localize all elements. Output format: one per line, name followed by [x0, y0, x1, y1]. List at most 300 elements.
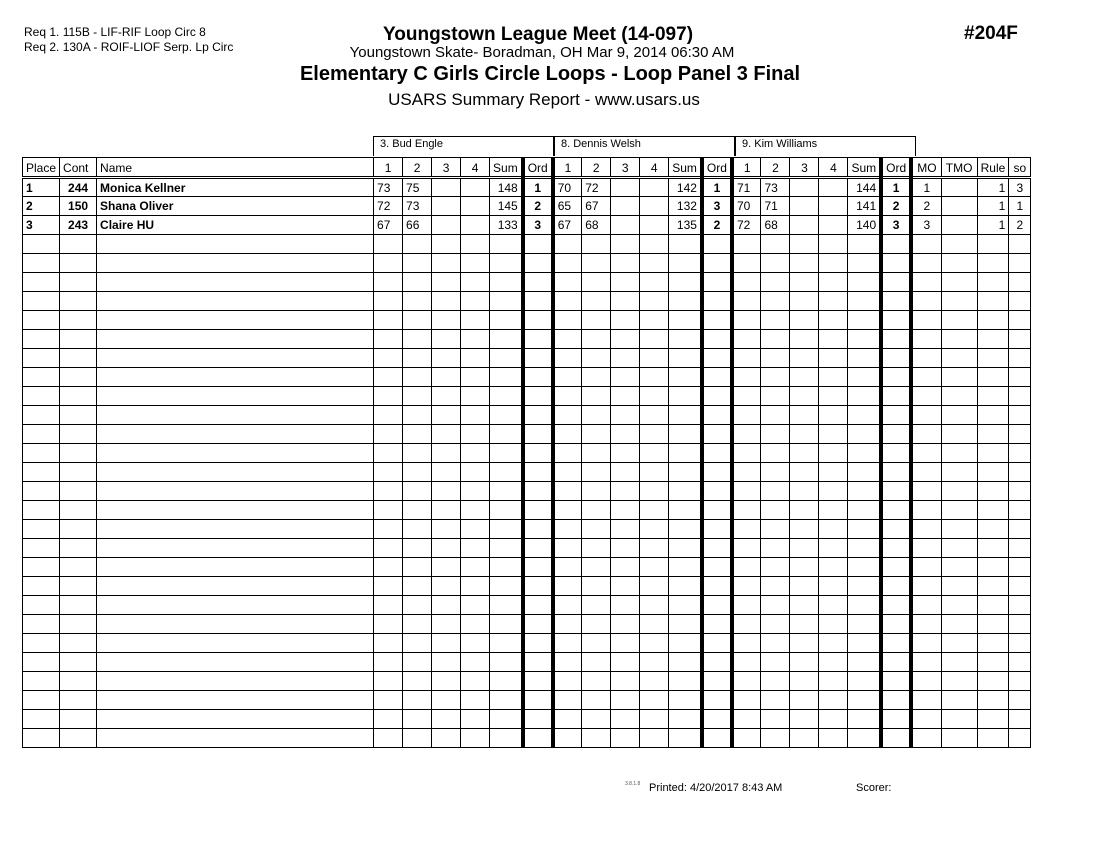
empty-cell: [461, 349, 490, 368]
tmo-cell: [941, 178, 977, 197]
empty-cell: [732, 672, 761, 691]
empty-cell: [582, 349, 611, 368]
empty-cell: [881, 292, 911, 311]
empty-cell: [23, 520, 60, 539]
empty-cell: [432, 729, 461, 748]
empty-cell: [490, 653, 523, 672]
empty-cell: [732, 520, 761, 539]
so-cell: 3: [1009, 178, 1031, 197]
empty-cell: [819, 482, 848, 501]
empty-cell: [941, 691, 977, 710]
empty-row: [23, 463, 1031, 482]
empty-cell: [790, 482, 819, 501]
col-j2-s4: 4: [640, 158, 669, 178]
empty-cell: [977, 425, 1009, 444]
empty-cell: [761, 254, 790, 273]
tmo-cell: [941, 216, 977, 235]
empty-cell: [640, 482, 669, 501]
cont-cell: 244: [60, 178, 97, 197]
empty-cell: [669, 292, 702, 311]
empty-cell: [60, 672, 97, 691]
empty-cell: [553, 292, 582, 311]
empty-cell: [732, 273, 761, 292]
score-cell: [611, 216, 640, 235]
empty-cell: [403, 254, 432, 273]
empty-cell: [611, 482, 640, 501]
empty-cell: [640, 729, 669, 748]
empty-cell: [553, 349, 582, 368]
empty-cell: [582, 634, 611, 653]
empty-cell: [523, 615, 553, 634]
empty-cell: [732, 577, 761, 596]
empty-cell: [977, 444, 1009, 463]
empty-cell: [374, 672, 403, 691]
col-j1-ord: Ord: [523, 158, 553, 178]
empty-cell: [611, 254, 640, 273]
score-cell: [790, 216, 819, 235]
empty-cell: [60, 311, 97, 330]
empty-cell: [432, 691, 461, 710]
empty-cell: [97, 254, 374, 273]
empty-cell: [941, 539, 977, 558]
empty-cell: [60, 330, 97, 349]
empty-cell: [553, 634, 582, 653]
empty-cell: [23, 254, 60, 273]
empty-cell: [523, 558, 553, 577]
empty-cell: [702, 520, 732, 539]
empty-cell: [669, 539, 702, 558]
empty-cell: [977, 691, 1009, 710]
empty-cell: [1009, 311, 1031, 330]
empty-cell: [790, 463, 819, 482]
empty-cell: [848, 463, 881, 482]
empty-cell: [432, 235, 461, 254]
empty-cell: [819, 672, 848, 691]
empty-cell: [611, 653, 640, 672]
empty-cell: [911, 330, 941, 349]
empty-cell: [490, 501, 523, 520]
score-cell: [432, 178, 461, 197]
empty-cell: [523, 330, 553, 349]
empty-cell: [374, 235, 403, 254]
empty-cell: [60, 596, 97, 615]
empty-cell: [553, 615, 582, 634]
empty-cell: [403, 425, 432, 444]
empty-cell: [60, 482, 97, 501]
empty-cell: [23, 539, 60, 558]
col-j1-s4: 4: [461, 158, 490, 178]
empty-cell: [23, 292, 60, 311]
empty-cell: [553, 425, 582, 444]
empty-cell: [941, 577, 977, 596]
empty-cell: [761, 273, 790, 292]
empty-cell: [761, 463, 790, 482]
empty-cell: [461, 634, 490, 653]
empty-cell: [374, 539, 403, 558]
empty-cell: [490, 311, 523, 330]
empty-row: [23, 444, 1031, 463]
empty-cell: [669, 482, 702, 501]
empty-cell: [702, 501, 732, 520]
empty-row: [23, 691, 1031, 710]
empty-cell: [1009, 577, 1031, 596]
empty-cell: [941, 463, 977, 482]
empty-cell: [97, 729, 374, 748]
empty-row: [23, 501, 1031, 520]
empty-cell: [23, 653, 60, 672]
empty-cell: [611, 406, 640, 425]
empty-cell: [1009, 273, 1031, 292]
empty-cell: [374, 406, 403, 425]
empty-cell: [553, 330, 582, 349]
empty-cell: [977, 520, 1009, 539]
empty-cell: [848, 444, 881, 463]
empty-cell: [1009, 691, 1031, 710]
judge-header-1: 3. Bud Engle: [373, 136, 554, 156]
empty-cell: [732, 501, 761, 520]
empty-cell: [374, 729, 403, 748]
empty-cell: [403, 558, 432, 577]
empty-cell: [60, 254, 97, 273]
empty-cell: [490, 672, 523, 691]
empty-cell: [702, 254, 732, 273]
empty-cell: [461, 406, 490, 425]
empty-cell: [23, 729, 60, 748]
empty-cell: [553, 387, 582, 406]
empty-cell: [702, 539, 732, 558]
empty-cell: [881, 596, 911, 615]
empty-cell: [403, 482, 432, 501]
score-cell: [461, 178, 490, 197]
empty-cell: [490, 463, 523, 482]
empty-cell: [1009, 501, 1031, 520]
empty-cell: [819, 596, 848, 615]
empty-cell: [669, 729, 702, 748]
empty-cell: [432, 672, 461, 691]
col-j2-s2: 2: [582, 158, 611, 178]
empty-cell: [97, 672, 374, 691]
empty-cell: [60, 710, 97, 729]
so-cell: 1: [1009, 197, 1031, 216]
empty-cell: [761, 444, 790, 463]
empty-cell: [97, 596, 374, 615]
score-cell: 73: [403, 197, 432, 216]
empty-cell: [790, 710, 819, 729]
empty-cell: [702, 558, 732, 577]
results-table: [22, 157, 1031, 748]
empty-cell: [640, 520, 669, 539]
empty-cell: [553, 710, 582, 729]
empty-cell: [941, 330, 977, 349]
empty-cell: [523, 292, 553, 311]
place-cell: 2: [23, 197, 60, 216]
empty-cell: [23, 463, 60, 482]
sum-cell: 148: [490, 178, 523, 197]
empty-cell: [23, 615, 60, 634]
empty-row: [23, 520, 1031, 539]
empty-cell: [881, 672, 911, 691]
empty-cell: [1009, 254, 1031, 273]
empty-cell: [1009, 349, 1031, 368]
col-j1-s2: 2: [403, 158, 432, 178]
empty-cell: [611, 634, 640, 653]
empty-cell: [848, 482, 881, 501]
empty-cell: [490, 368, 523, 387]
empty-cell: [582, 672, 611, 691]
empty-cell: [461, 273, 490, 292]
empty-cell: [23, 425, 60, 444]
empty-cell: [403, 311, 432, 330]
empty-cell: [911, 349, 941, 368]
empty-cell: [461, 501, 490, 520]
name-cell: Monica Kellner: [97, 178, 374, 197]
empty-cell: [490, 387, 523, 406]
score-cell: [432, 197, 461, 216]
empty-cell: [819, 292, 848, 311]
score-cell: [819, 178, 848, 197]
empty-cell: [97, 653, 374, 672]
empty-cell: [403, 368, 432, 387]
empty-cell: [881, 235, 911, 254]
empty-cell: [702, 463, 732, 482]
empty-cell: [403, 539, 432, 558]
empty-cell: [819, 729, 848, 748]
empty-cell: [881, 653, 911, 672]
sum-cell: 133: [490, 216, 523, 235]
empty-cell: [97, 349, 374, 368]
empty-cell: [790, 349, 819, 368]
mo-cell: 1: [911, 178, 941, 197]
empty-cell: [881, 406, 911, 425]
empty-cell: [848, 634, 881, 653]
empty-cell: [761, 577, 790, 596]
col-so: so: [1009, 158, 1031, 178]
empty-cell: [490, 615, 523, 634]
report-title: USARS Summary Report - www.usars.us: [388, 90, 700, 109]
empty-cell: [553, 539, 582, 558]
empty-cell: [490, 691, 523, 710]
event-number: #204F: [964, 23, 1018, 44]
empty-cell: [977, 501, 1009, 520]
empty-cell: [941, 254, 977, 273]
empty-cell: [911, 463, 941, 482]
empty-cell: [761, 235, 790, 254]
empty-cell: [97, 710, 374, 729]
empty-cell: [374, 330, 403, 349]
empty-cell: [97, 330, 374, 349]
empty-row: [23, 482, 1031, 501]
empty-cell: [374, 311, 403, 330]
col-tmo: TMO: [941, 158, 977, 178]
empty-cell: [761, 425, 790, 444]
empty-cell: [640, 653, 669, 672]
empty-cell: [1009, 387, 1031, 406]
empty-cell: [819, 368, 848, 387]
empty-cell: [582, 558, 611, 577]
empty-cell: [640, 368, 669, 387]
empty-cell: [582, 273, 611, 292]
empty-cell: [461, 387, 490, 406]
empty-cell: [640, 425, 669, 444]
empty-cell: [374, 444, 403, 463]
empty-cell: [403, 501, 432, 520]
empty-cell: [702, 615, 732, 634]
empty-cell: [761, 387, 790, 406]
empty-row: [23, 558, 1031, 577]
empty-row: [23, 273, 1031, 292]
col-mo: MO: [911, 158, 941, 178]
header-row: [23, 158, 1031, 178]
empty-cell: [97, 520, 374, 539]
score-cell: [611, 197, 640, 216]
empty-cell: [640, 311, 669, 330]
empty-cell: [977, 482, 1009, 501]
empty-cell: [819, 330, 848, 349]
empty-cell: [60, 349, 97, 368]
empty-cell: [23, 387, 60, 406]
empty-cell: [941, 482, 977, 501]
empty-cell: [490, 729, 523, 748]
empty-cell: [761, 482, 790, 501]
empty-cell: [640, 634, 669, 653]
empty-cell: [403, 653, 432, 672]
empty-cell: [97, 292, 374, 311]
empty-cell: [977, 653, 1009, 672]
empty-cell: [374, 349, 403, 368]
empty-cell: [702, 235, 732, 254]
empty-cell: [911, 653, 941, 672]
empty-cell: [611, 672, 640, 691]
empty-cell: [374, 520, 403, 539]
name-cell: Shana Oliver: [97, 197, 374, 216]
empty-cell: [611, 330, 640, 349]
empty-cell: [790, 558, 819, 577]
empty-cell: [611, 520, 640, 539]
col-rule: Rule: [977, 158, 1009, 178]
empty-cell: [790, 691, 819, 710]
empty-cell: [97, 539, 374, 558]
ord-cell: 2: [523, 197, 553, 216]
empty-cell: [97, 387, 374, 406]
empty-cell: [432, 349, 461, 368]
empty-cell: [553, 596, 582, 615]
empty-cell: [374, 596, 403, 615]
empty-cell: [403, 406, 432, 425]
empty-cell: [640, 501, 669, 520]
empty-cell: [819, 444, 848, 463]
empty-cell: [374, 653, 403, 672]
empty-cell: [941, 368, 977, 387]
empty-cell: [611, 596, 640, 615]
empty-cell: [461, 653, 490, 672]
empty-cell: [819, 254, 848, 273]
empty-cell: [97, 501, 374, 520]
empty-cell: [23, 311, 60, 330]
empty-cell: [23, 482, 60, 501]
empty-cell: [911, 254, 941, 273]
requirement-2: Req 2. 130A - ROIF-LIOF Serp. Lp Circ: [24, 40, 234, 54]
empty-cell: [1009, 482, 1031, 501]
empty-cell: [848, 539, 881, 558]
empty-cell: [911, 577, 941, 596]
empty-cell: [461, 691, 490, 710]
empty-cell: [432, 425, 461, 444]
empty-cell: [60, 577, 97, 596]
empty-cell: [881, 311, 911, 330]
empty-cell: [97, 482, 374, 501]
empty-cell: [611, 729, 640, 748]
empty-cell: [582, 710, 611, 729]
empty-cell: [911, 368, 941, 387]
empty-cell: [374, 463, 403, 482]
empty-row: [23, 292, 1031, 311]
empty-cell: [60, 634, 97, 653]
empty-cell: [582, 463, 611, 482]
ord-cell: 3: [881, 216, 911, 235]
empty-cell: [523, 596, 553, 615]
empty-cell: [848, 729, 881, 748]
empty-cell: [848, 330, 881, 349]
empty-cell: [790, 539, 819, 558]
empty-cell: [790, 330, 819, 349]
empty-cell: [523, 729, 553, 748]
empty-cell: [640, 539, 669, 558]
empty-cell: [848, 349, 881, 368]
empty-cell: [881, 254, 911, 273]
empty-cell: [374, 691, 403, 710]
empty-cell: [611, 558, 640, 577]
empty-cell: [490, 425, 523, 444]
empty-cell: [732, 729, 761, 748]
empty-cell: [941, 729, 977, 748]
score-cell: 73: [761, 178, 790, 197]
ord-cell: 2: [702, 216, 732, 235]
empty-cell: [582, 254, 611, 273]
col-j2-sum: Sum: [669, 158, 702, 178]
cont-cell: 150: [60, 197, 97, 216]
empty-cell: [732, 235, 761, 254]
empty-cell: [432, 311, 461, 330]
col-j1-sum: Sum: [490, 158, 523, 178]
empty-cell: [761, 710, 790, 729]
score-cell: 75: [403, 178, 432, 197]
empty-cell: [911, 520, 941, 539]
empty-cell: [911, 425, 941, 444]
empty-cell: [977, 577, 1009, 596]
empty-cell: [761, 349, 790, 368]
empty-cell: [640, 330, 669, 349]
empty-cell: [761, 634, 790, 653]
empty-cell: [790, 368, 819, 387]
empty-cell: [523, 691, 553, 710]
empty-cell: [941, 273, 977, 292]
empty-cell: [432, 501, 461, 520]
empty-cell: [732, 710, 761, 729]
empty-cell: [23, 406, 60, 425]
empty-row: [23, 577, 1031, 596]
judge-header-2: 8. Dennis Welsh: [554, 136, 735, 156]
empty-cell: [523, 444, 553, 463]
empty-cell: [461, 520, 490, 539]
empty-cell: [97, 444, 374, 463]
score-cell: [790, 197, 819, 216]
score-cell: [790, 178, 819, 197]
empty-cell: [702, 311, 732, 330]
empty-cell: [761, 672, 790, 691]
empty-cell: [669, 672, 702, 691]
empty-cell: [60, 501, 97, 520]
empty-cell: [669, 387, 702, 406]
